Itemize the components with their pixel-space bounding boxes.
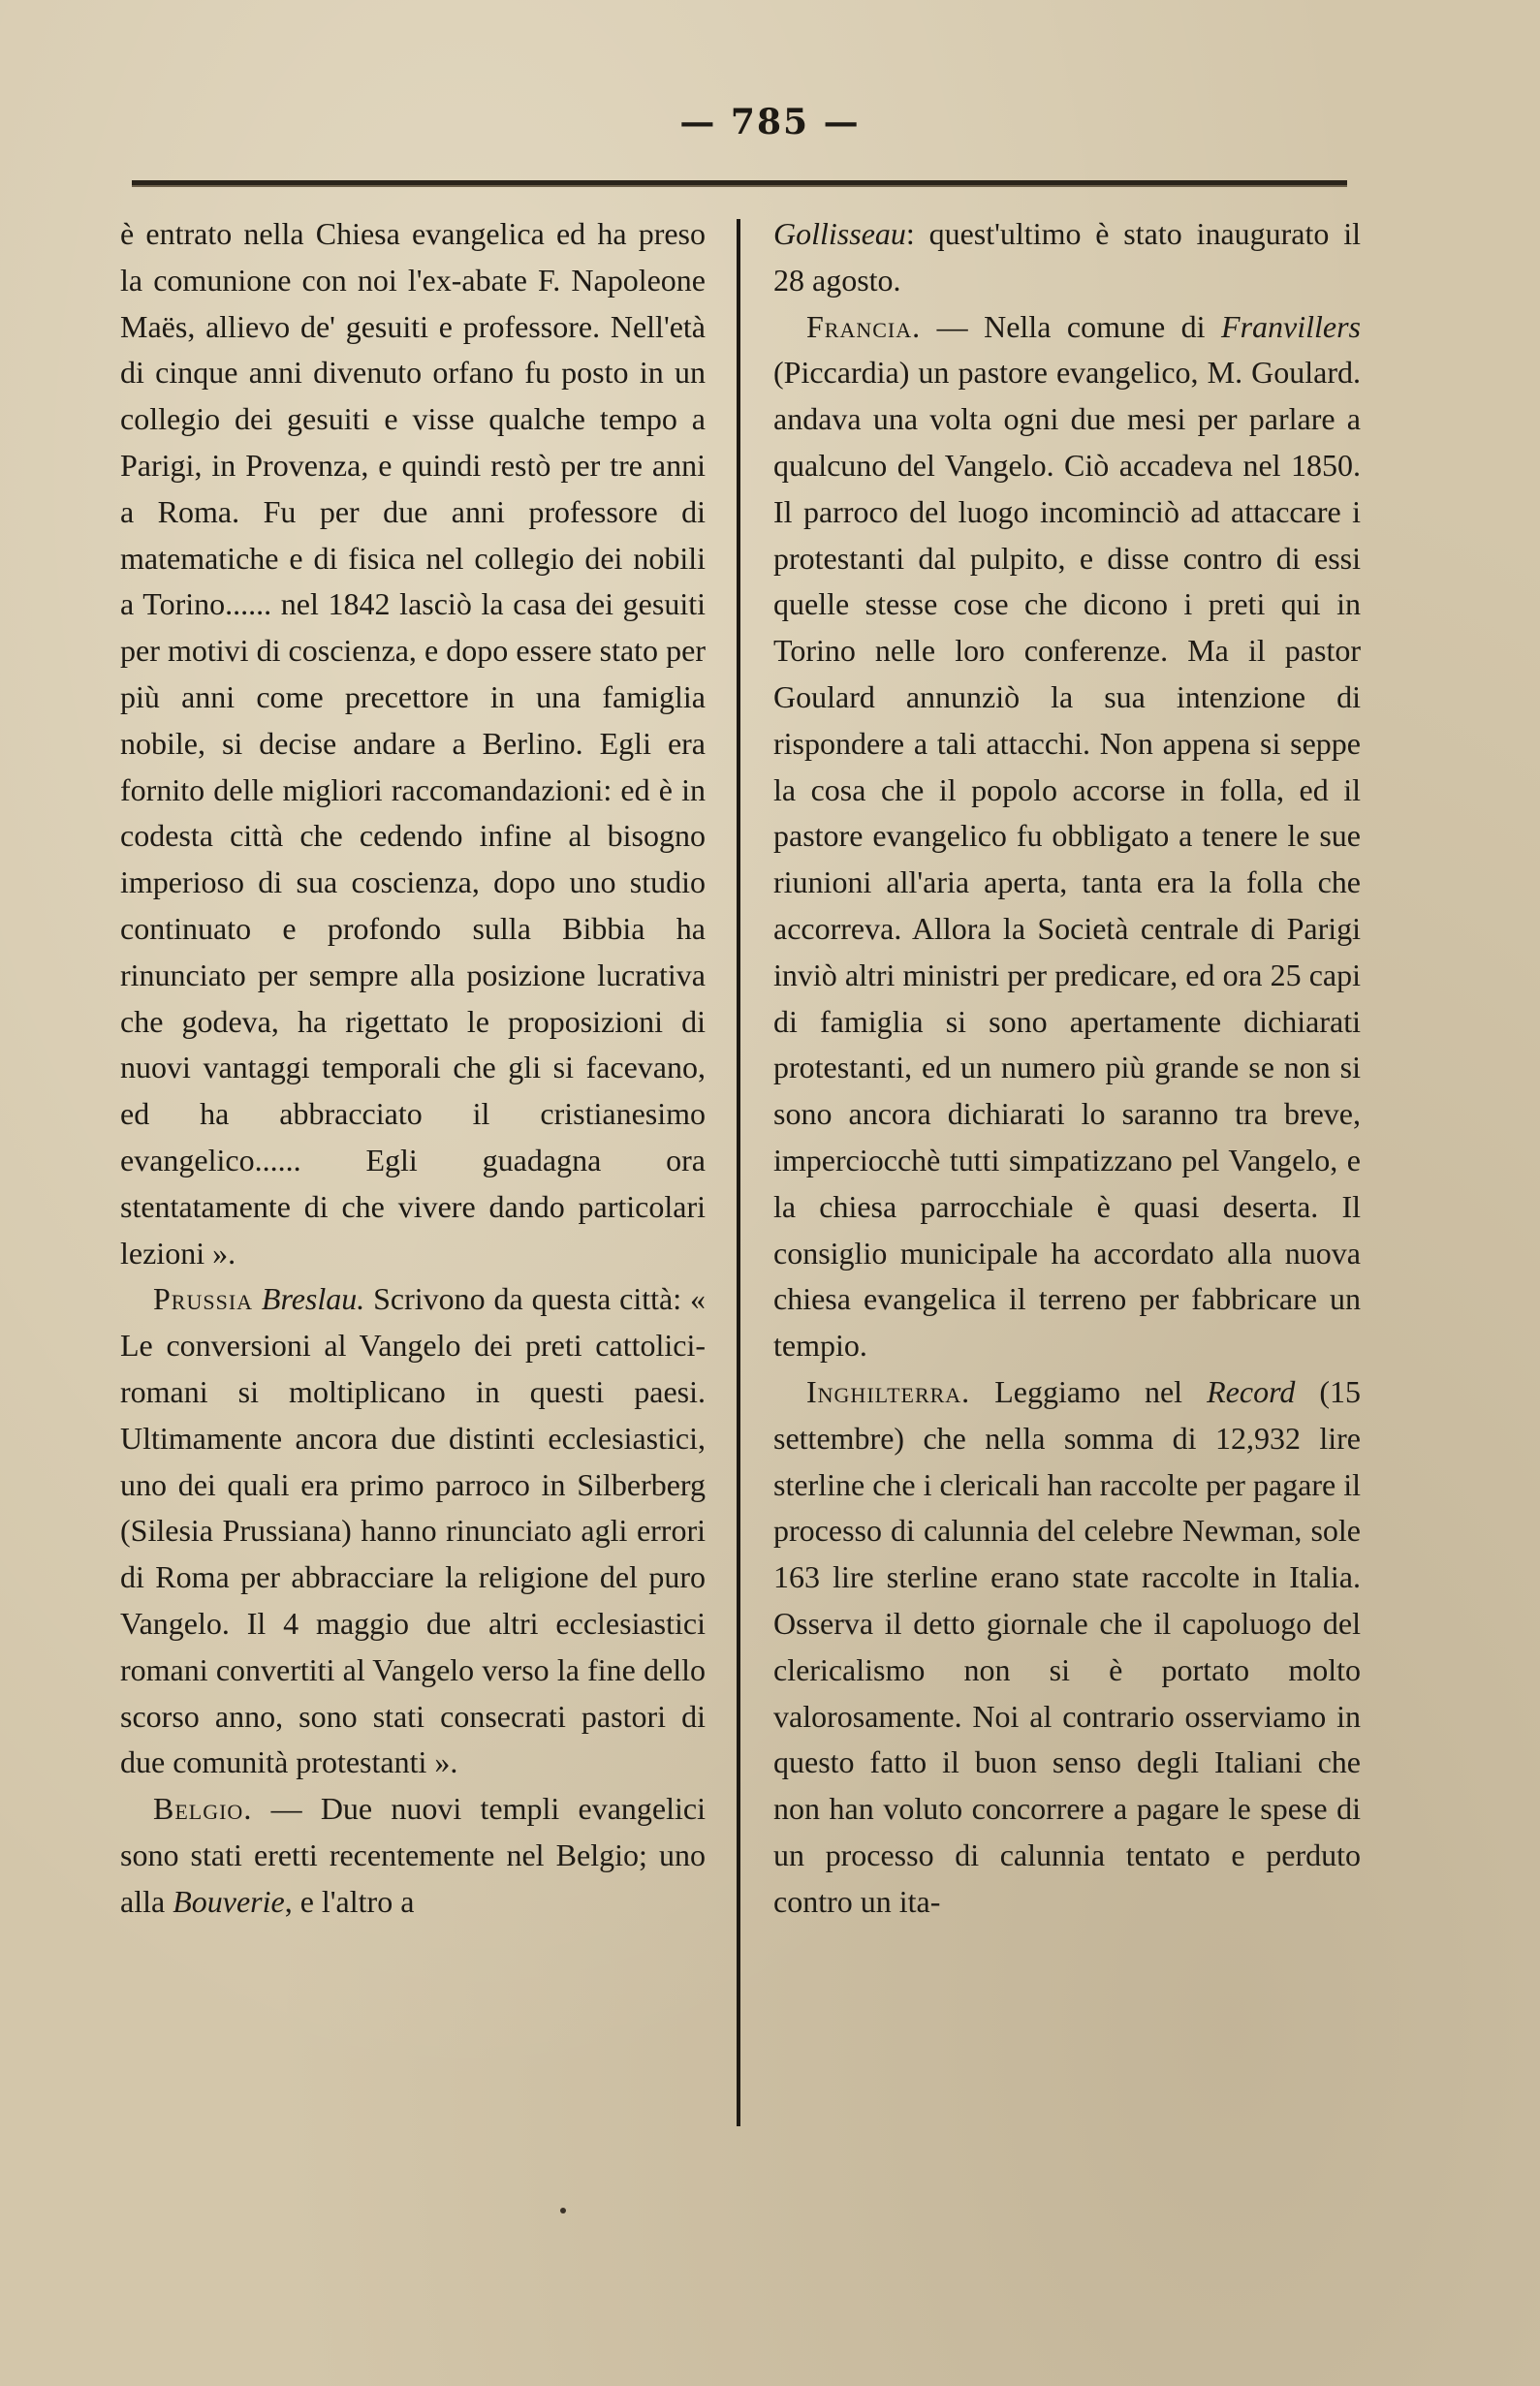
section-heading-belgio: Belgio. bbox=[153, 1791, 253, 1827]
paragraph-belgio-text-a: — Due nuovi templi evangelici sono stati eretti recentemente nel Belgio; uno alla bbox=[120, 1791, 706, 1919]
ink-speck bbox=[560, 2208, 566, 2213]
paragraph-inghilterra bbox=[773, 1369, 1361, 1926]
paragraph-francia-text-a: — Nella comune di bbox=[921, 308, 1222, 344]
section-heading-francia: Francia. bbox=[806, 308, 922, 344]
paragraph-francia bbox=[773, 304, 1361, 1369]
header-rule bbox=[132, 180, 1347, 187]
paragraph-inghilterra-text-b: (15 settembre) che nella somma di 12,932 lire sterline che i clericali han raccolte per pagare il processo di calunnia del celebre Newman, sole 163 lire sterline erano state raccolte in Italia. Osserva il detto giornale che il capoluogo del clericalismo non si è portato molto valorosamente. Noi al contrario osserviamo in questo fatto il buon senso degli Italiani che non han voluto concorrere a pagare le spese di un processo di calunnia tentato e perduto contro un ita- bbox=[773, 1373, 1362, 1919]
place-franvillers: Franvillers bbox=[1221, 308, 1361, 344]
place-bouverie: Bouverie bbox=[173, 1883, 285, 1919]
paragraph-prussia-text: Scrivono da questa città: « Le conversioni al Vangelo dei preti cattolici-romani si moltiplicano in questi paesi. Ultimamente ancora due distinti ecclesiastici, uno dei quali era primo parroco in Silberberg (Silesia Prussiana) hanno rinunciato agli errori di Roma per abbracciare la religione del puro Vangelo. Il 4 maggio due altri ecclesiastici romani convertiti al Vangelo verso la fine dello scorso anno, sono stati consecrati pastori di due comunità protestanti ». bbox=[120, 1281, 707, 1780]
paragraph-prussia bbox=[120, 1276, 706, 1786]
place-breslau: Breslau. bbox=[261, 1281, 365, 1317]
section-heading-inghilterra: Inghilterra. bbox=[806, 1373, 971, 1409]
paragraph-belgio-continued bbox=[773, 211, 1361, 304]
paragraph-belgio-text-b: , e l'altro a bbox=[284, 1883, 415, 1919]
paragraph-belgio-continued-text: : quest'ultimo è stato inaugurato il 28 agosto. bbox=[773, 216, 1361, 298]
page-number: — 785 — bbox=[679, 102, 861, 142]
paragraph-francia-text-b: (Piccardia) un pastore evangelico, M. Goulard. andava una volta ogni due mesi per parlare a qualcuno del Vangelo. Ciò accadeva nel 1850. Il parroco del luogo incominciò ad attaccare i protestanti dal pulpito, e disse contro di essi quelle stesse cose che dicono i preti qui in Torino nelle loro conferenze. Ma il pastor Goulard annunziò la sua intenzione di rispondere a tali attacchi. Non appena si seppe la cosa che il popolo accorse in folla, ed il pastore evangelico fu obbligato a tenere le sue riunioni all'aria aperta, tanta era la folla che accorreva. Allora la Società centrale di Parigi inviò altri ministri per predicare, ed ora 25 capi di famiglia si sono apertamente dichiarati protestanti, ed un numero più grande se non si sono ancora dichiarati lo saranno tra breve, imperciocchè tutti simpatizzano pel Vangelo, e la chiesa parrocchiale è quasi deserta. Il consiglio municipale ha accordato alla nuova chiesa evangelica il terreno per fabbricare un tempio. bbox=[773, 355, 1361, 1364]
place-gollisseau: Gollisseau bbox=[773, 216, 906, 251]
paragraph-inghilterra-text-a: Leggiamo nel bbox=[970, 1373, 1208, 1409]
newspaper-record: Record bbox=[1207, 1373, 1296, 1409]
right-column bbox=[773, 211, 1361, 1925]
section-heading-prussia: Prussia bbox=[153, 1281, 254, 1317]
paragraph-belgio bbox=[120, 1786, 706, 1925]
column-divider bbox=[737, 219, 740, 2126]
paragraph-maes: è entrato nella Chiesa evangelica ed ha preso la comunione con noi l'ex-abate F. Napoleone Maës, allievo de' gesuiti e professore. Nell'età di cinque anni divenuto orfano fu posto in un collegio dei gesuiti e visse qualche tempo a Parigi, in Provenza, e quindi restò per tre anni a Roma. Fu per due anni professore di matematiche e di fisica nel collegio dei nobili a Torino...... nel 1842 lasciò la casa dei gesuiti per motivi di coscienza, e dopo essere stato per più anni come precettore in una famiglia nobile, si decise andare a Berlino. Egli era fornito delle migliori raccomandazioni: ed è in codesta città che cedendo infine al bisogno imperioso di sua coscienza, dopo uno studio continuato e profondo sulla Bibbia ha rinunciato per sempre alla posizione lucrativa che godeva, ha rigettato le proposizioni di nuovi vantaggi temporali che gli si facevano, ed ha abbracciato il cristianesimo evangelico...... Egli guadagna ora stentatamente di che vivere dando particolari lezioni ». bbox=[120, 216, 706, 1271]
left-column bbox=[120, 211, 706, 1925]
